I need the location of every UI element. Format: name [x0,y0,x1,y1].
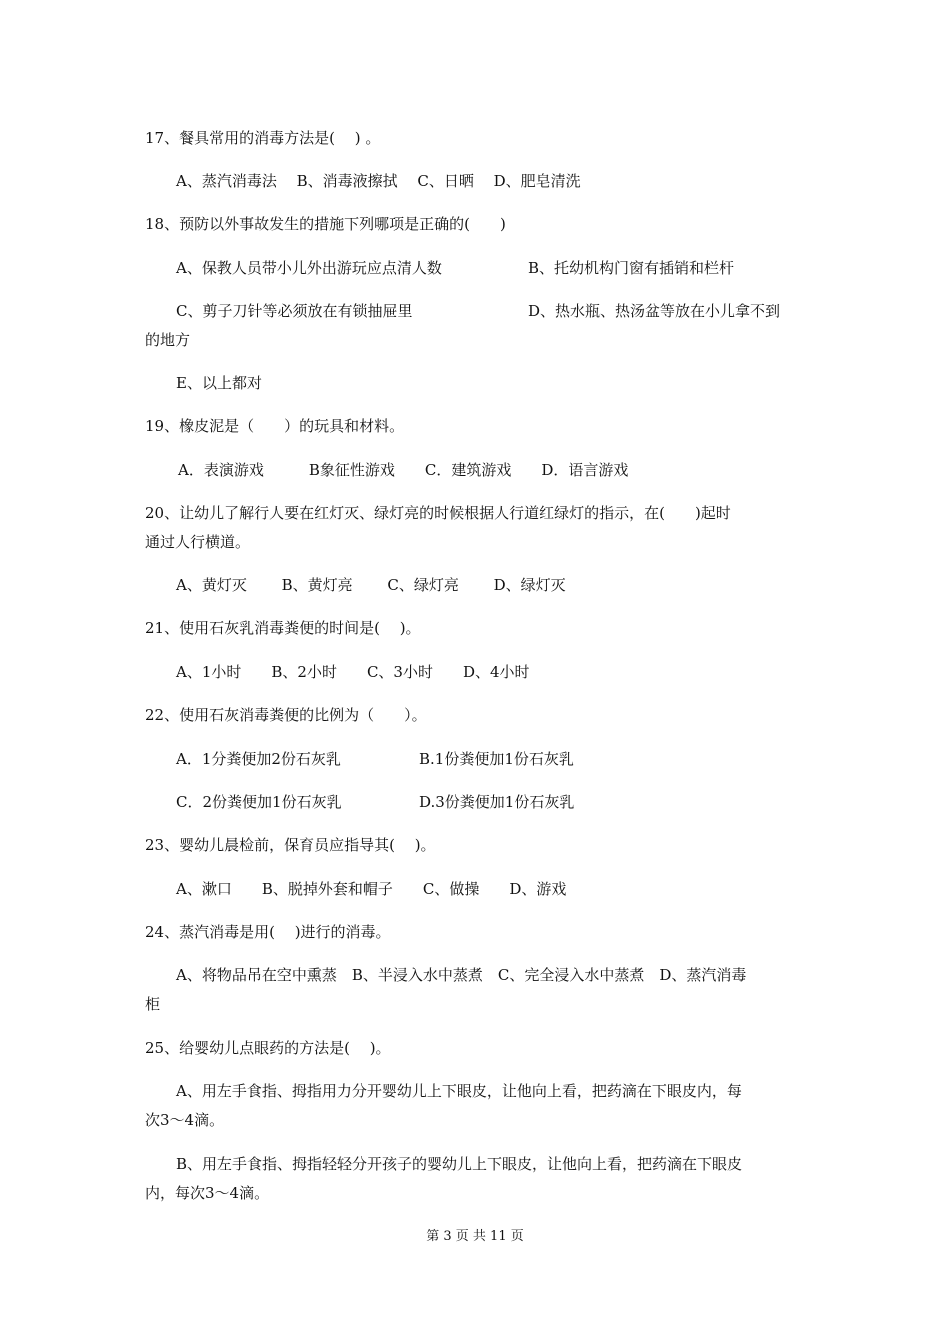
question-20-stem: 20、让幼儿了解行人要在红灯灭、绿灯亮的时候根据人行道红绿灯的指示，在( )起时 [145,504,731,522]
question-25-option-a: A、用左手食指、拇指用力分开婴幼儿上下眼皮，让他向上看，把药滴在下眼皮内，每 [176,1082,742,1100]
question-18-option-d: D、热水瓶、热汤盆等放在小儿拿不到 [528,302,781,320]
question-24-options: A、将物品吊在空中熏蒸 B、半浸入水中蒸煮 C、完全浸入水中蒸煮 D、蒸汽消毒 [176,966,747,984]
question-21-options: A、1小时 B、2小时 C、3小时 D、4小时 [176,663,530,681]
question-23-stem: 23、婴幼儿晨检前，保育员应指导其( )。 [145,836,436,854]
question-17-options: A、蒸汽消毒法 B、消毒液擦拭 C、日晒 D、肥皂清洗 [176,172,581,190]
question-25-option-a-continued: 次3～4滴。 [145,1111,225,1129]
question-22-option-a: A．1分粪便加2份石灰乳 [176,750,341,768]
question-20-options: A、黄灯灭 B、黄灯亮 C、绿灯亮 D、绿灯灭 [176,576,566,594]
question-18-option-c: C、剪子刀针等必须放在有锁抽屉里 [176,302,413,320]
question-22-stem: 22、使用石灰消毒粪便的比例为（ ）。 [145,706,427,724]
question-25-option-b-continued: 内，每次3～4滴。 [145,1184,270,1202]
question-22-option-b: B.1份粪便加1份石灰乳 [419,750,574,768]
question-22-option-c: C．2份粪便加1份石灰乳 [176,793,342,811]
question-24-stem: 24、蒸汽消毒是用( )进行的消毒。 [145,923,391,941]
question-19-options: A．表演游戏 B象征性游戏 C．建筑游戏 D．语言游戏 [178,461,629,479]
question-19-stem: 19、橡皮泥是（ ）的玩具和材料。 [145,417,405,435]
page-footer: 第 3 页 共 11 页 [426,1229,524,1244]
question-24-options-continued: 柜 [145,995,161,1013]
question-18-stem: 18、预防以外事故发生的措施下列哪项是正确的( ) [145,215,506,233]
question-18-option-e: E、以上都对 [176,374,262,392]
question-22-option-d: D.3份粪便加1份石灰乳 [419,793,575,811]
question-18-option-d-continued: 的地方 [145,331,191,349]
question-21-stem: 21、使用石灰乳消毒粪便的时间是( )。 [145,619,421,637]
question-23-options: A、漱口 B、脱掉外套和帽子 C、做操 D、游戏 [176,880,567,898]
question-17-stem: 17、餐具常用的消毒方法是( ) 。 [145,129,381,147]
question-18-option-b: B、托幼机构门窗有插销和栏杆 [528,259,735,277]
question-18-option-a: A、保教人员带小儿外出游玩应点清人数 [176,259,442,277]
question-20-stem-continued: 通过人行横道。 [145,533,251,551]
question-25-stem: 25、给婴幼儿点眼药的方法是( )。 [145,1039,391,1057]
question-25-option-b: B、用左手食指、拇指轻轻分开孩子的婴幼儿上下眼皮，让他向上看，把药滴在下眼皮 [176,1155,743,1173]
